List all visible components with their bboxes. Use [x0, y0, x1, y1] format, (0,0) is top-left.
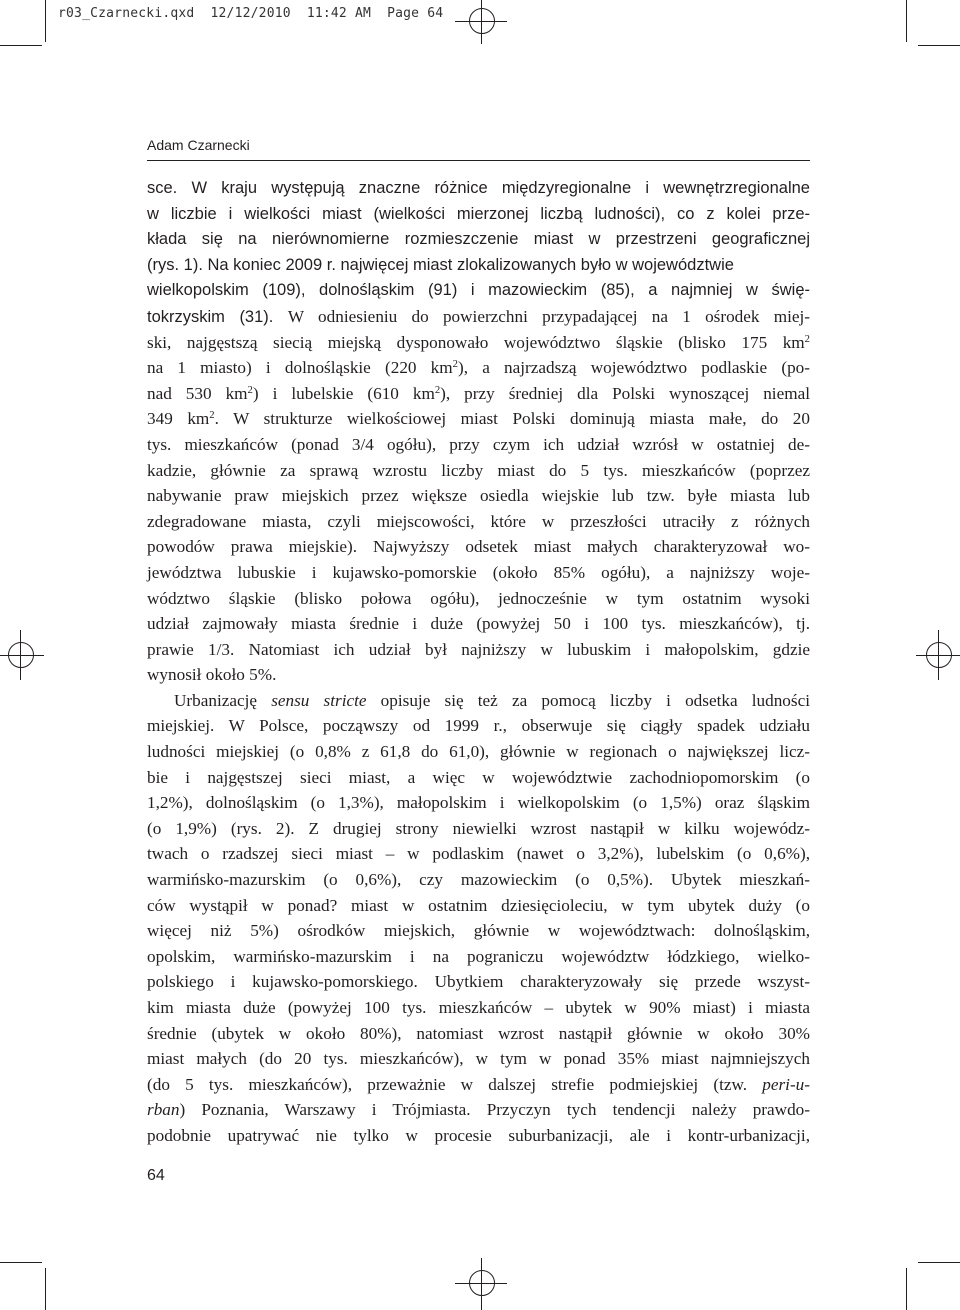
text-run: kim miasta duże (powyżej 100 tys. mieszkańców – ubytek w 90% miast) i miasta — [147, 998, 810, 1017]
text-run: ludności miejskiej (o 0,8% z 61,8 do 61,0), głównie w regionach o największej licz- — [147, 742, 810, 762]
text-line — [147, 867, 810, 893]
text-run: średnie (ubytek w około 80%), natomiast wzrost nastąpił głównie w około 30% — [147, 1023, 810, 1043]
text-run: warmińsko-mazurskim (o 0,6%), czy mazowieckim (o 0,5%). Ubytek mieszkań- — [147, 870, 810, 890]
running-head: Adam Czarnecki — [147, 137, 250, 153]
superscript: 2 — [209, 410, 215, 422]
superscript: 2 — [804, 333, 810, 345]
text-run: (o 1,9%) (rys. 2). Z drugiej strony niewielki wzrost nastąpił w kilku wojewódz- — [147, 818, 810, 838]
text-line — [147, 688, 810, 714]
text-run: kadzie, głównie za sprawą wzrostu liczby miast do 5 tys. mieszkańców (poprzez — [147, 460, 810, 480]
text-line — [147, 918, 810, 944]
text-line — [147, 304, 810, 330]
text-line — [147, 1123, 810, 1149]
text-run: w liczbie i wielkości miast (wielkości mierzonej liczbą ludności), co z kolei prze- — [147, 204, 810, 223]
page-number: 64 — [147, 1167, 165, 1184]
text-line — [147, 944, 810, 970]
text-line — [147, 611, 810, 637]
text-line — [147, 278, 810, 304]
text-line — [147, 227, 810, 253]
text-run: na 1 miasto) i dolnośląskie (220 km — [147, 358, 453, 378]
text-run: prawie 1/3. Natomiast ich udział był najniższy w lubuskim i małopolskim, gdzie — [147, 639, 810, 659]
text-line — [147, 202, 810, 228]
text-run: miejskiej. W Polsce, począwszy od 1999 r., obserwuje się ciągły spadek udziału — [147, 716, 810, 736]
text-run: podobnie upatrywać nie tylko w procesie suburbanizacji, ale i kontr-urbanizacji, — [147, 1125, 810, 1145]
text-run: bie i najgęstszej sieci miast, a więc w województwie zachodniopomorskim (o — [147, 767, 810, 787]
text-line — [147, 355, 810, 381]
superscript: 2 — [247, 384, 253, 396]
text-run: Urbanizację — [174, 690, 272, 710]
header-rule — [147, 160, 810, 161]
italic-text: peri-u- — [762, 1074, 810, 1094]
text-line — [147, 509, 810, 535]
text-run: nabywanie praw miejskich przez większe osiedla wiejskie lub tzw. byłe miasta lub — [147, 486, 810, 506]
superscript: 2 — [452, 359, 458, 371]
text-line — [147, 458, 810, 484]
text-run: wództwo śląskie (blisko połowa ogółu), jednocześnie w tym ostatnim wysoki — [147, 588, 810, 608]
text-run: 349 km — [147, 409, 210, 429]
text-line — [147, 176, 810, 202]
text-line — [147, 816, 810, 842]
text-line — [147, 381, 810, 407]
text-line — [147, 483, 810, 509]
text-line — [147, 739, 810, 765]
text-run: ), a najrzadszą województwo podlaskie (po- — [457, 358, 811, 378]
text-run: miast małych (do 20 tys. mieszkańców), w tym w ponad 35% miast najmniejszych — [147, 1049, 810, 1069]
text-line — [147, 1097, 810, 1123]
text-run: ców wystąpił w ponad? miast w ostatnim dziesięcioleciu, w tym ubytek duży (o — [147, 895, 810, 915]
text-line — [147, 534, 810, 560]
text-run: 1,2%), dolnośląskim (o 1,3%), małopolskim i wielkopolskim (o 1,5%) oraz śląskim — [147, 793, 810, 813]
text-line — [147, 969, 810, 995]
italic-text: rban — [147, 1100, 180, 1120]
italic-text: sensu stricte — [271, 690, 367, 710]
text-run: udział zajmowały miasta średnie i duże (powyżej 50 i 100 tys. mieszkańców), tj. — [147, 614, 810, 634]
text-line — [147, 253, 810, 279]
text-line — [147, 790, 810, 816]
text-line — [147, 713, 810, 739]
text-run: zdegradowane miasta, czyli miejscowości, które w przeszłości utraciły z różnych — [147, 511, 810, 531]
text-run: opolskim, warmińsko-mazurskim i na pograniczu województw łódzkiego, wielko- — [147, 946, 810, 966]
superscript: 2 — [434, 384, 441, 396]
text-line — [147, 1046, 810, 1072]
text-run: wielkopolskim (109), dolnośląskim (91) i mazowieckim (85), a najmniej w świę- — [147, 281, 810, 300]
text-line — [147, 1072, 810, 1098]
text-run: polskiego i kujawsko-pomorskiego. Ubytkiem charakteryzowały się przede wszyst- — [147, 972, 810, 992]
text-line — [147, 662, 810, 688]
text-run: ), przy średniej dla Polski wynoszącej niemal — [440, 383, 810, 403]
text-line — [147, 432, 810, 458]
file-slug: r03_Czarnecki.qxd 12/12/2010 11:42 AM Page 64 — [58, 6, 444, 21]
text-line — [147, 560, 810, 586]
text-run: opisuje się też za pomocą liczby i odsetka ludności — [366, 690, 810, 710]
text-run: kłada się na nierównomierne rozmieszczenie miast w przestrzeni geograficznej — [147, 230, 810, 249]
body-text — [147, 176, 810, 1149]
text-run: jewództwa lubuskie i kujawsko-pomorskie (około 85% ogółu), a najniższy woje- — [147, 562, 810, 582]
text-run: więcej niż 5%) ośrodków miejskich, głównie w województwach: dolnośląskim, — [147, 921, 810, 941]
text-line — [147, 1021, 810, 1047]
text-run: W odniesieniu do powierzchni przypadającej na 1 ośrodek miej- — [287, 306, 810, 326]
text-run: ) i lubelskie (610 km — [252, 383, 435, 403]
text-run: wynosił około 5%. — [147, 665, 277, 685]
text-run: nad 530 km — [147, 383, 248, 403]
text-line — [147, 637, 810, 663]
text-run: tokrzyskim (31). — [147, 307, 288, 326]
text-run: sce. W kraju występują znaczne różnice międzyregionalne i wewnętrzregionalne — [147, 179, 810, 197]
text-line — [147, 406, 810, 432]
text-line — [147, 841, 810, 867]
text-run: powodów prawa miejskie). Najwyższy odsetek miast małych charakteryzował wo- — [147, 537, 810, 557]
text-run: (rys. 1). Na koniec 2009 r. najwięcej miast zlokalizowanych było w województwie — [147, 255, 734, 274]
text-run: tys. mieszkańców (ponad 3/4 ogółu), przy czym ich udział wzrósł w ostatniej de- — [147, 434, 810, 454]
text-line — [147, 995, 810, 1021]
text-line — [147, 893, 810, 919]
text-line — [147, 765, 810, 791]
text-line — [147, 586, 810, 612]
text-run: (do 5 tys. mieszkańców), przeważnie w dalszej strefie podmiejskiej (tzw. — [147, 1074, 763, 1094]
text-run: twach o rzadszej sieci miast – w podlaskim (nawet o 3,2%), lubelskim (o 0,6%), — [147, 844, 810, 864]
text-line — [147, 330, 810, 356]
text-run: . W strukturze wielkościowej miast Polski dominują miasta małe, do 20 — [214, 409, 810, 429]
text-run: ) Poznania, Warszawy i Trójmiasta. Przyczyn tych tendencji należy prawdo- — [179, 1100, 810, 1120]
text-run: ski, najgęstszą siecią miejską dysponowało województwo śląskie (blisko 175 km — [147, 332, 805, 352]
